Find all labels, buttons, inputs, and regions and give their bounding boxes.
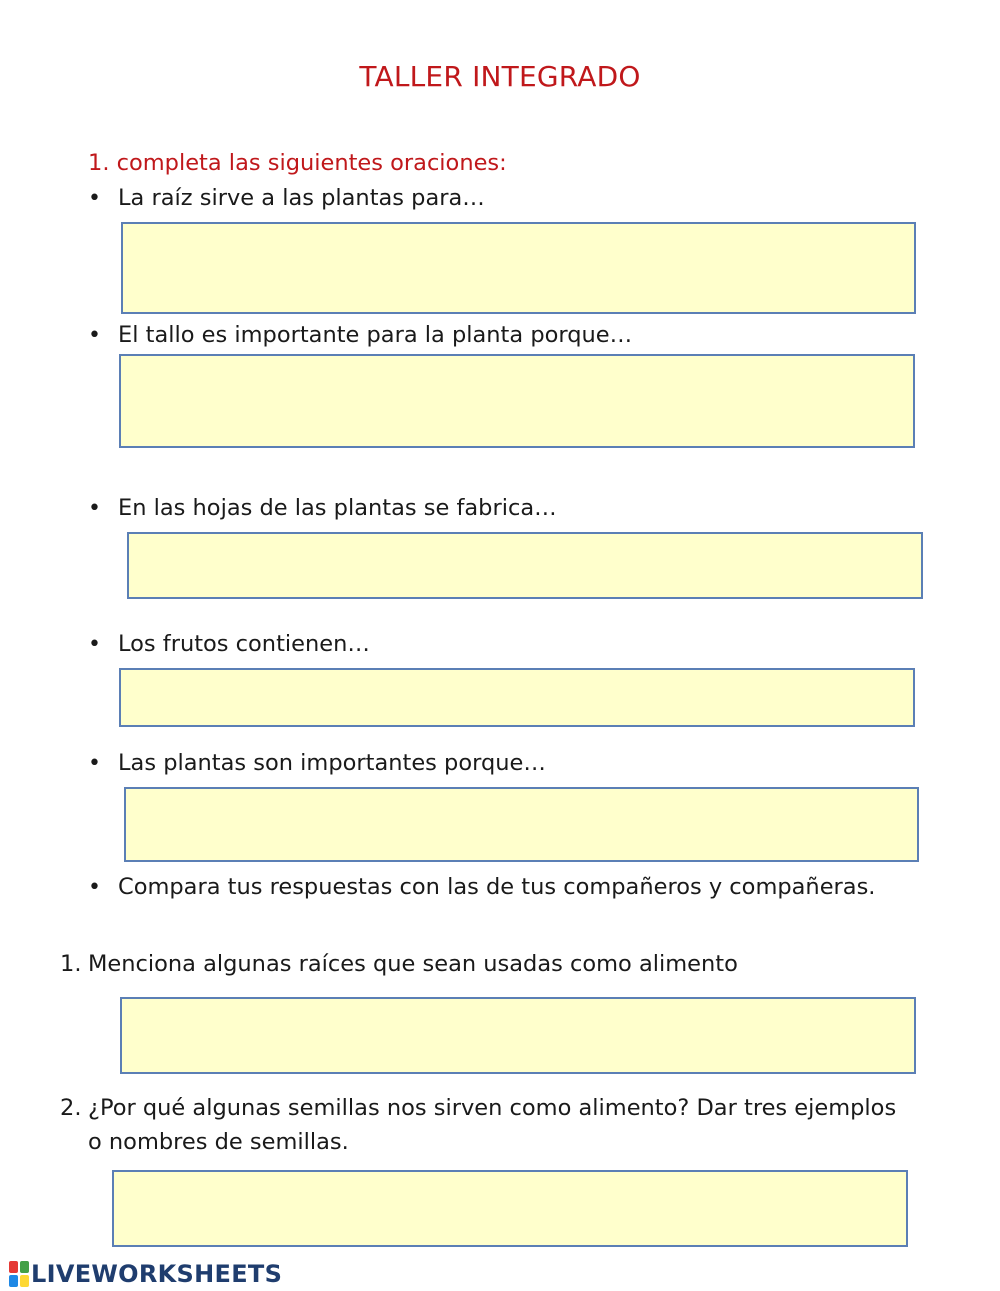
question-text-seeds-line2: o nombres de semillas. <box>88 1129 349 1155</box>
instruction-compare: Compara tus respuestas con las de tus compañeros y compañeras. <box>118 874 876 900</box>
question-number: 1. <box>60 951 82 977</box>
question-number: 2. <box>60 1095 82 1121</box>
bullet-marker: • <box>88 875 101 900</box>
sentence-prompt-importance: Las plantas son importantes porque… <box>118 750 546 776</box>
question-text-roots: Menciona algunas raíces que sean usadas como alimento <box>88 951 738 977</box>
answer-box-leaves[interactable] <box>127 532 923 599</box>
bullet-marker: • <box>88 632 101 657</box>
page-title: TALLER INTEGRADO <box>359 60 641 93</box>
bullet-marker: • <box>88 496 101 521</box>
bullet-marker: • <box>88 751 101 776</box>
answer-box-roots-food[interactable] <box>120 997 916 1074</box>
answer-box-importance[interactable] <box>124 787 919 862</box>
answer-box-stem[interactable] <box>119 354 915 448</box>
question-text-seeds: ¿Por qué algunas semillas nos sirven como alimento? Dar tres ejemplos <box>88 1095 897 1121</box>
sentence-prompt-root: La raíz sirve a las plantas para… <box>118 185 485 211</box>
bullet-marker: • <box>88 186 101 211</box>
sentence-prompt-leaves: En las hojas de las plantas se fabrica… <box>118 495 557 521</box>
answer-box-fruits[interactable] <box>119 668 915 727</box>
bullet-marker: • <box>88 323 101 348</box>
section-heading: 1. completa las siguientes oraciones: <box>88 150 507 176</box>
answer-box-seeds-food[interactable] <box>112 1170 908 1247</box>
logo-mark-icon <box>9 1261 29 1287</box>
liveworksheets-logo <box>9 1261 282 1287</box>
answer-box-root[interactable] <box>121 222 916 314</box>
sentence-prompt-stem: El tallo es importante para la planta porque… <box>118 322 633 348</box>
sentence-prompt-fruits: Los frutos contienen… <box>118 631 370 657</box>
logo-text: LIVEWORKSHEETS <box>31 1260 283 1288</box>
